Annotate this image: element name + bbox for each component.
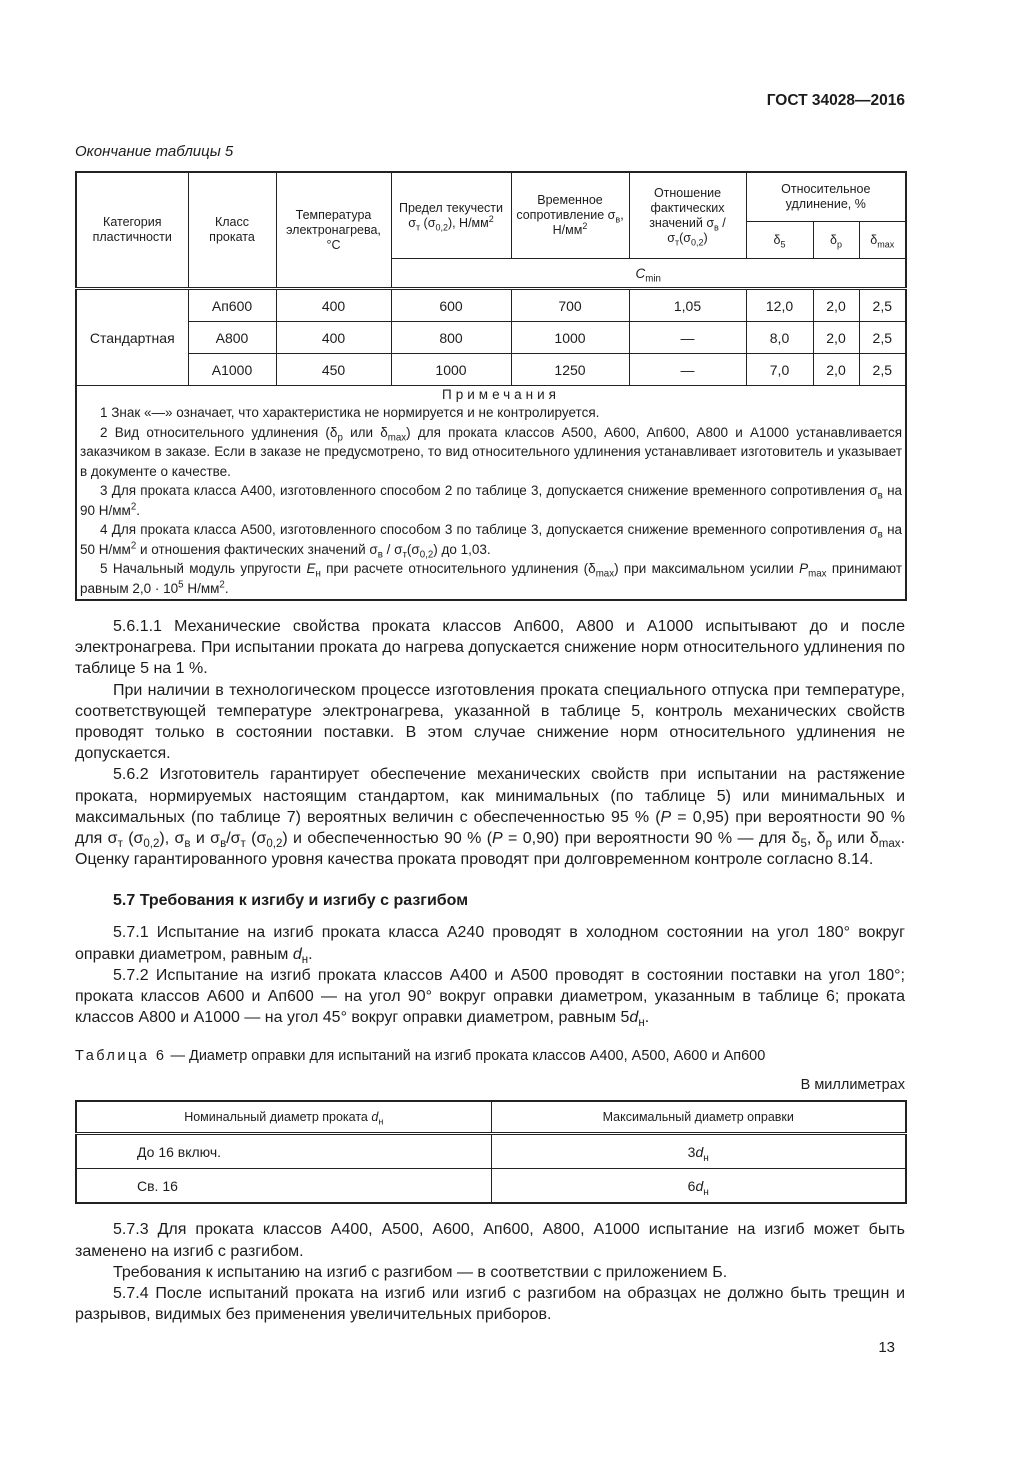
table5-notes-cell: [76, 386, 906, 601]
table5-cell-class: А800: [188, 322, 276, 354]
table5-header-row-1: [76, 172, 906, 222]
table5-cell-ratio: 1,05: [629, 289, 746, 322]
table5-header-category: Категория пластичности: [76, 172, 188, 289]
table5-cell-dmax: 2,5: [859, 289, 906, 322]
table5-cmin-cell: $С_{min}$: [391, 259, 906, 289]
table5-data-row-2: [76, 322, 906, 354]
para-5-7-4: 5.7.4 После испытаний проката на изгиб или изгиб с разгибом на образцах не должно быть трещин и разрывов, видимых без применения увеличительных приборов.: [75, 1285, 905, 1324]
table5-cell-class: А1000: [188, 354, 276, 386]
note-3: 3 Для проката класса А400, изготовленного способом 2 по таблице 3, допускается снижение временного сопротивления $\sigma_в$ на 90 $Н/мм^2$.: [80, 483, 903, 518]
table5: [75, 171, 907, 601]
table5-cell-dmax: 2,5: [859, 354, 906, 386]
note-1: 1 Знак «—» означает, что характеристика не нормируется и не контролируется.: [100, 405, 600, 420]
table6-cell-range: До 16 включ.: [76, 1134, 491, 1169]
para-5-7-2: 5.7.2 Испытание на изгиб проката классов А400 и А500 проводят в состоянии поставки на угол 180°; проката классов А600 и Ап600 — на угол 90° вокруг оправки диаметром, указанным в таблице 6; проката классов А800 и А1000 — на угол 45° вокруг оправки диаметром, равным $5d_н$.: [75, 966, 905, 1030]
table5-cell-yield: 600: [391, 289, 511, 322]
para-5-7-1: 5.7.1 Испытание на изгиб проката класса А240 проводят в холодном состоянии на угол 180° вокруг оправки диаметром, равным $d_н$.: [75, 924, 905, 966]
table5-cell-ratio: —: [629, 354, 746, 386]
table5-cell-dp: 2,0: [813, 289, 859, 322]
para-5-6-1-1: 5.6.1.1 Механические свойства проката классов Ап600, А800 и А1000 испытывают до и после электронагрева. При испытании проката до нагрева допускается снижение норм относительного удлинения по таблице 5 на 1 %.: [75, 618, 905, 678]
table5-cell-temperature: 400: [276, 322, 391, 354]
table5-header-delta5: $\delta_5$: [746, 222, 813, 259]
table6-units-note: В миллиметрах: [800, 1077, 905, 1094]
table5-header-elongation-group: Относительное удлинение, %: [746, 172, 906, 222]
note-2: 2 Вид относительного удлинения ($\delta_р$ или $\delta_{max}$) для проката классов А500, А600, Ап600, А800 и А1000 устанавливается заказчиком в заказе. Если в заказе не предусмотрено, то вид относительного удлинения устанавливает изготовитель и указывает в документе о качестве.: [80, 424, 903, 479]
table5-cell-tensile: 1250: [511, 354, 629, 386]
table5-cell-tensile: 1000: [511, 322, 629, 354]
note-4: 4 Для проката класса А500, изготовленного способом 3 по таблице 3, допускается снижение временного сопротивления $\sigma_в$ на 50 $Н/мм^2$ и отношения фактических значений $\sigma_в / \sigma_т(\sigma_{0,2})$ до 1,03.: [80, 522, 903, 561]
table5-cell-dp: 2,0: [813, 354, 859, 386]
table6-cell-range: Св. 16: [76, 1169, 491, 1204]
table6-caption: [75, 1047, 905, 1066]
page-number: 13: [878, 1339, 895, 1357]
table5-cell-d5: 12,0: [746, 289, 813, 322]
note-5: 5 Начальный модуль упругости $Е_н$ при расчете относительного удлинения $(\delta_{max})$ при максимальном усилии $Р_{max}$ принимают равным $2,0 \cdot 10^5$ $Н/мм^2$.: [80, 561, 903, 596]
table6: [75, 1100, 907, 1204]
table6-header-nominal-diameter: Номинальный диаметр проката $d_н$: [76, 1101, 491, 1134]
table5-header-ratio: Отношение фактических значений $\sigma_в / \sigma_т(\sigma_{0,2})$: [629, 172, 746, 259]
table5-header-temperature: Температура электронагрева, °С: [276, 172, 391, 289]
notes-title: Примечания: [442, 387, 560, 402]
table5-header-yield-strength: Предел текучести $\sigma_т$ $(\sigma_{0,2})$, $Н/мм^2$: [391, 172, 511, 259]
table5-cell-temperature: 400: [276, 289, 391, 322]
table5-cell-category: Стандартная: [76, 289, 188, 386]
table6-caption-text: — Диаметр оправки для испытаний на изгиб проката классов А400, А500, А600 и Ап600: [170, 1048, 766, 1065]
table5-cell-yield: 1000: [391, 354, 511, 386]
table6-data-row-1: [76, 1134, 906, 1169]
table6-header-row: [76, 1101, 906, 1134]
table5-header-deltap: $\delta_р$: [813, 222, 859, 259]
body-text-block: [75, 616, 905, 1028]
table5-header-class: Класс проката: [188, 172, 276, 289]
table5-cell-dp: 2,0: [813, 322, 859, 354]
para-5-6-1-1-cont: При наличии в технологическом процессе изготовления проката специального отпуска при температуре, соответствующей температуре электронагрева, указанной в таблице 5, контроль механических свойств проводят только в состоянии поставки. В этом случае снижение норм относительного удлинения не допускается.: [75, 681, 905, 763]
table6-header-max-mandrel: Максимальный диаметр оправки: [491, 1101, 906, 1134]
document-code-header: ГОСТ 34028—2016: [766, 92, 905, 109]
table6-cell-mandrel: $6d_н$: [491, 1169, 906, 1204]
table5-cell-dmax: 2,5: [859, 322, 906, 354]
section-heading-5-7: 5.7 Требования к изгибу и изгибу с разгибом: [113, 892, 469, 910]
para-5-7-3-cont: Требования к испытанию на изгиб с разгибом — в соответствии с приложением Б.: [113, 1263, 728, 1281]
table5-data-row-3: [76, 354, 906, 386]
body-text-block-2: [75, 1219, 905, 1325]
table5-data-row-1: [76, 289, 906, 322]
table5-cell-d5: 8,0: [746, 322, 813, 354]
para-5-6-2: 5.6.2 Изготовитель гарантирует обеспечение механических свойств при испытании на растяжение проката, нормируемых настоящим стандартом, как минимальных (по таблице 5) или минимальных и максимальных (по таблице 7) вероятных величин с обеспеченностью 95 % (P = 0,95) при вероятности 90 % для $\sigma_т$ $(\sigma_{0,2})$, $\sigma_в$ и $\sigma_в/\sigma_т$ $(\sigma_{0,2})$ и обеспеченностью 90 % (P = 0,90) при вероятности 90 % — для $\delta_5$, $\delta_р$ или $\delta_{max}$. Оценку гарантированного уровня качества проката проводят при долговременном контроле согласно 8.14.: [75, 766, 906, 869]
table5-cell-temperature: 450: [276, 354, 391, 386]
table5-cell-yield: 800: [391, 322, 511, 354]
table5-notes-row: [76, 386, 906, 601]
table6-cell-mandrel: $3d_н$: [491, 1134, 906, 1169]
table5-header-deltamax: $\delta_{max}$: [859, 222, 906, 259]
table5-header-tensile-strength: Временное сопротивление $\sigma_в$, $Н/мм^2$: [511, 172, 629, 259]
para-5-7-3: 5.7.3 Для проката классов А400, А500, А600, Ап600, А800, А1000 испытание на изгиб может быть заменено на изгиб с разгибом.: [75, 1221, 905, 1260]
table5-cell-ratio: —: [629, 322, 746, 354]
table5-cell-tensile: 700: [511, 289, 629, 322]
table5-cell-d5: 7,0: [746, 354, 813, 386]
table5-continuation-caption: Окончание таблицы 5: [75, 143, 234, 160]
table6-caption-label: Таблица 6: [75, 1048, 167, 1065]
table6-data-row-2: [76, 1169, 906, 1204]
table5-cell-class: Ап600: [188, 289, 276, 322]
